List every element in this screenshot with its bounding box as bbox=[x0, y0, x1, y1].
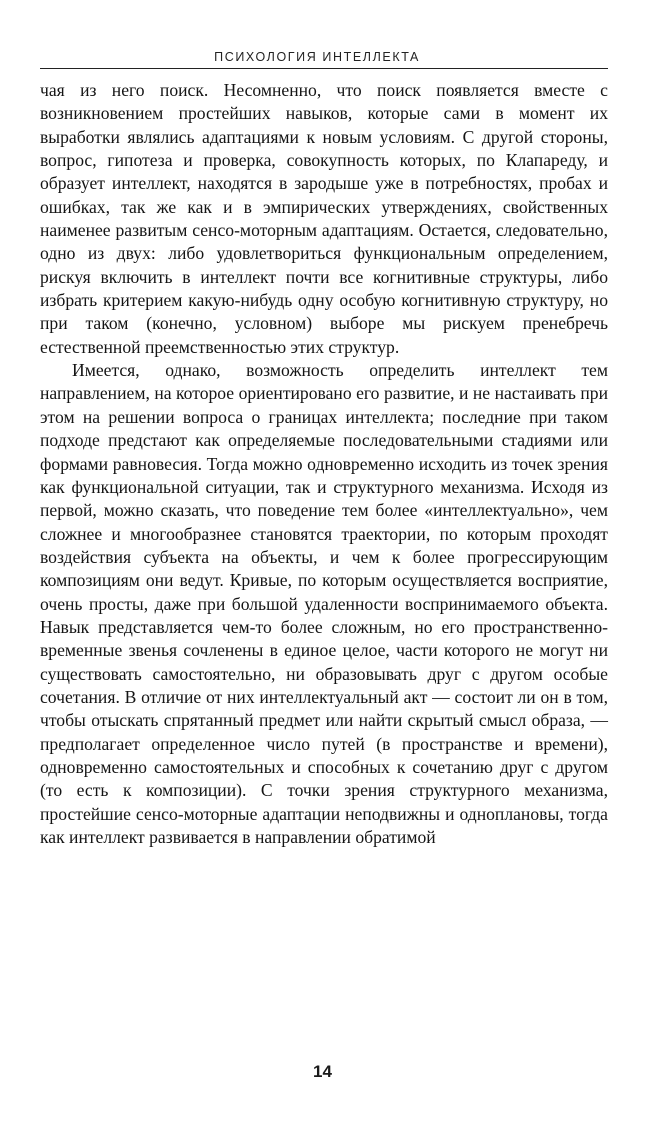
paragraph-intelligence-definition: Имеется, однако, возможность определить интеллект тем направлением, на которое ориентировано его развитие, и не настаивать при этом на решении вопроса о границах интеллекта; последние при таком подходе предстают как определяемые последовательными стадиями или формами равновесия. Тогда можно одновременно исходить из точек зрения как функциональной ситуации, так и структурного механизма. Исходя из первой, можно сказать, что поведение тем более «интеллектуально», чем сложнее и многообразнее становятся траектории, по которым проходят воздействия субъекта на объекты, и чем к более прогрессирующим композициям они ведут. Кривые, по которым осуществляется восприятие, очень просты, даже при большой удаленности воспринимаемого объекта. Навык представляется чем-то более сложным, но его пространственно-временные звенья сочленены в единое целое, части которого не могут ни существовать самостоятельно, ни образовывать друг с другом особые сочетания. В отличие от них интеллектуальный акт — состоит ли он в том, чтобы отыскать спрятанный предмет или найти скрытый смысл образа, — предполагает определенное число путей (в пространстве и времени), одновременно самостоятельных и способных к сочетанию друг с другом (то есть к композиции). С точки зрения структурного механизма, простейшие сенсо-моторные адаптации неподвижны и одноплановы, тогда как интеллект развивается в направлении обратимой bbox=[40, 360, 608, 847]
paragraph-continuation: чая из него поиск. Несомненно, что поиск появляется вместе с возникновением простейших навыков, которые сами в момент их выработки являлись адаптациями к новым условиям. С другой стороны, вопрос, гипотеза и проверка, совокупность которых, по Клапареду, и образует интеллект, находятся в зародыше уже в потребностях, пробах и ошибках, так же как и в эмпирических утверждениях, свойственных наименее развитым сенсо-моторным адаптациям. Остается, следовательно, одно из двух: либо удовлетвориться функциональным определением, рискуя включить в интеллект почти все когнитивные структуры, либо избрать критерием какую-нибудь одну особую когнитивную структуру, но при таком (конечно, условном) выборе мы рискуем пренебречь естественной преемственностью этих структур. bbox=[40, 80, 608, 357]
page-number: 14 bbox=[313, 1062, 332, 1081]
running-header bbox=[40, 40, 608, 69]
body-text bbox=[40, 79, 608, 849]
running-header-title: ПСИХОЛОГИЯ ИНТЕЛЛЕКТА bbox=[214, 50, 420, 64]
